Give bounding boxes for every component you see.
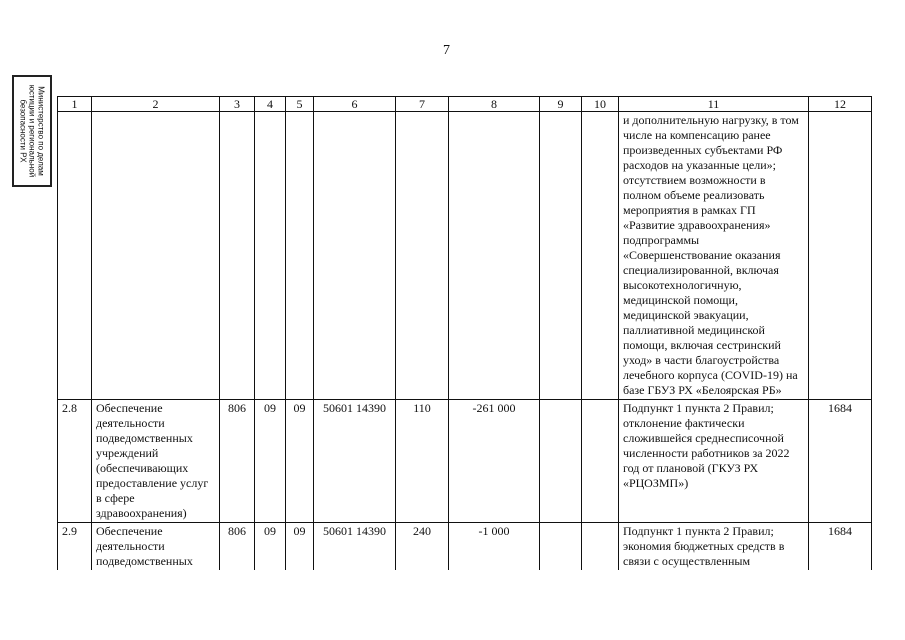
reference-code: 1684 [809, 400, 872, 523]
expense-type: 240 [396, 523, 449, 571]
row-number: 2.9 [58, 523, 92, 571]
header-col-11: 11 [619, 97, 809, 112]
subsection-code: 09 [286, 400, 314, 523]
table-row [58, 523, 872, 571]
reference-code: 1684 [809, 523, 872, 571]
row-number: 2.8 [58, 400, 92, 523]
header-col-9: 9 [540, 97, 582, 112]
budget-table [57, 96, 872, 570]
header-row [58, 97, 872, 112]
page-number: 7 [443, 43, 450, 58]
stamp-text: Министерство по делам юстиции и региональной безопасности РХ [18, 84, 46, 178]
header-col-7: 7 [396, 97, 449, 112]
amount: -1 000 [449, 523, 540, 571]
header-col-5: 5 [286, 97, 314, 112]
ministry-stamp [12, 75, 52, 187]
ministry-code: 806 [220, 523, 255, 571]
target-code: 50601 14390 [314, 400, 396, 523]
header-col-6: 6 [314, 97, 396, 112]
section-code: 09 [255, 400, 286, 523]
target-code: 50601 14390 [314, 523, 396, 571]
header-col-12: 12 [809, 97, 872, 112]
header-col-3: 3 [220, 97, 255, 112]
header-col-4: 4 [255, 97, 286, 112]
reason-text: Подпункт 1 пункта 2 Правил; отклонение фактически сложившейся среднесписочной численности работников за 2022 год от плановой (ГКУЗ РХ «РЦОЗМП») [619, 400, 809, 523]
header-col-8: 8 [449, 97, 540, 112]
row-name: Обеспечение деятельности подведомственных [92, 523, 220, 571]
col-10-value [582, 400, 619, 523]
header-col-10: 10 [582, 97, 619, 112]
expense-type: 110 [396, 400, 449, 523]
ministry-code: 806 [220, 400, 255, 523]
header-col-1: 1 [58, 97, 92, 112]
row-name: Обеспечение деятельности подведомственных учреждений (обеспечивающих предоставление услуг в сфере здравоохранения) [92, 400, 220, 523]
amount: -261 000 [449, 400, 540, 523]
table-row [58, 400, 872, 523]
col-9-value [540, 400, 582, 523]
col-10-value [582, 523, 619, 571]
subsection-code: 09 [286, 523, 314, 571]
section-code: 09 [255, 523, 286, 571]
reason-text: и дополнительную нагрузку, в том числе на компенсацию ранее произведенных субъектами РФ расходов на указанные цели»; отсутствием возможности в полном объеме реализовать мероприятия в рамках ГП «Развитие здравоохранения» подпрограммы «Совершенствование оказания специализированной, включая высокотехнологичную, медицинской помощи, медицинской эвакуации, паллиативной медицинской помощи, включая сестринский уход» в части благоустройства лечебного корпуса (COVID-19) на базе ГБУЗ РХ «Белоярская РБ» [619, 112, 809, 400]
table-row-continuation [58, 112, 872, 400]
header-col-2: 2 [92, 97, 220, 112]
reason-text: Подпункт 1 пункта 2 Правил; экономия бюджетных средств в связи с осуществленным [619, 523, 809, 571]
col-9-value [540, 523, 582, 571]
